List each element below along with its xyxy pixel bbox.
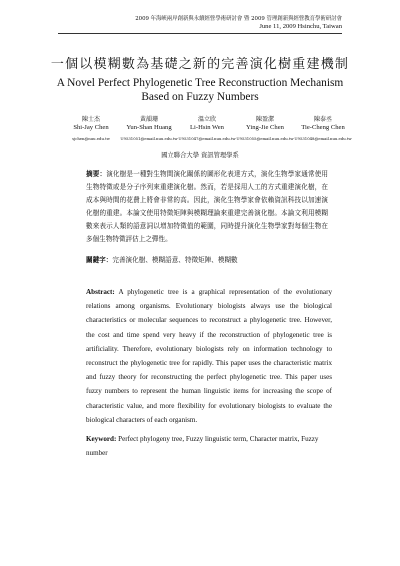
abstract-english <box>86 285 332 427</box>
affiliation: 國立聯合大學 資訊管理學系 <box>161 152 239 159</box>
author <box>236 116 294 146</box>
author-name-zh: 陳泰丞 <box>313 116 332 123</box>
author-email: U9531048@email.nuu.edu.tw <box>294 136 352 141</box>
keywords-chinese-label: 關鍵字： <box>86 256 113 264</box>
conference-date-location: June 11, 2009 Hsinchu, Taiwan <box>259 23 342 30</box>
title-english-line-2: Based on Fuzzy Numbers <box>141 90 259 103</box>
author-name-zh: 陳盈潔 <box>255 116 274 123</box>
author <box>294 116 352 146</box>
author <box>178 116 236 146</box>
author-name-zh: 陳士杰 <box>81 116 100 123</box>
keywords-chinese-text: 完善演化樹、模糊語意、特徵矩陣、模糊數 <box>112 256 238 264</box>
title-english-line-1: A Novel Perfect Phylogenetic Tree Reconstruction Mechanism <box>56 77 344 89</box>
title-chinese: 一個以模糊數為基礎之新的完善演化樹重建機制 <box>50 57 350 72</box>
author-name-en: Shi-Jay Chen <box>73 124 109 131</box>
author-email: U9531051@email.nuu.edu.tw <box>120 136 178 141</box>
title-english <box>0 77 400 104</box>
author-name-en: Yun-Shan Huang <box>126 124 172 131</box>
author-email: U9531055@email.nuu.edu.tw <box>236 136 294 141</box>
author-email: U9531047@email.nuu.edu.tw <box>178 136 236 141</box>
keywords-english <box>86 432 332 460</box>
conference-name: 2009 年海峽兩岸創新與永續經營學術研討會 暨 2009 管理創新與經營教育學術研討會 <box>135 16 342 22</box>
keywords-chinese <box>86 254 328 267</box>
author <box>62 116 120 146</box>
abstract-english-label: Abstract: <box>86 288 115 296</box>
author-list <box>62 116 352 146</box>
conference-header <box>42 16 342 30</box>
author-email: sjchen@nuu.edu.tw <box>72 136 110 141</box>
abstract-chinese <box>86 168 328 246</box>
author-name-zh: 溫立欣 <box>197 116 216 123</box>
author-name-en: Li-Hsin Wen <box>190 124 224 131</box>
author-name-en: Ying-Jie Chen <box>246 124 284 131</box>
author-name-en: Tie-Cheng Chen <box>301 124 345 131</box>
abstract-english-text: A phylogenetic tree is a graphical representation of the evolutionary relations among organisms. Evolutionary biologists always use the biological characteristics or molecular sequences to reconstruct a phylogenetic tree. However, the cost and time spend very heavy if the reconstruction of phylogenetic tree is artificiality. Therefore, evolutionary biologists rely on information technology to reconstruct the phylogenetic tree for rapidly. This paper uses the characteristic matrix and fuzzy theory for reconstructing the perfect phylogenetic tree. This paper uses fuzzy numbers to represent the human linguistic items for increasing the scope of characteristic value, and more flexibility for evolutionary biologists to evaluate the biological characters of each organism. <box>86 288 332 424</box>
abstract-chinese-label: 摘要： <box>86 170 107 178</box>
author-name-zh: 黃韻珊 <box>139 116 158 123</box>
keywords-english-label: Keyword: <box>86 435 117 443</box>
author <box>120 116 178 146</box>
header-rule <box>58 33 342 34</box>
abstract-chinese-text: 演化樹是一種對生物間演化關係的圖形化表達方式，演化生物學家通常使用生物特徵或是分子序列來重建演化樹。然而，若是採用人工的方式重建演化樹，在成本與時間的花費上將會非常的高。因此，演化生物學家會依賴資訊科技以加速演化樹的重建。本論文使用特徵矩陣與模糊理論來重建完善演化樹。本論文利用模糊數來表示人類的語意詞以增加特徵值的範圍，同時提升演化生物學家對每個生物在多個生物特徵評估上之彈性。 <box>86 170 329 243</box>
keywords-english-text: Perfect phylogeny tree, Fuzzy linguistic term, Character matrix, Fuzzy number <box>86 435 319 458</box>
